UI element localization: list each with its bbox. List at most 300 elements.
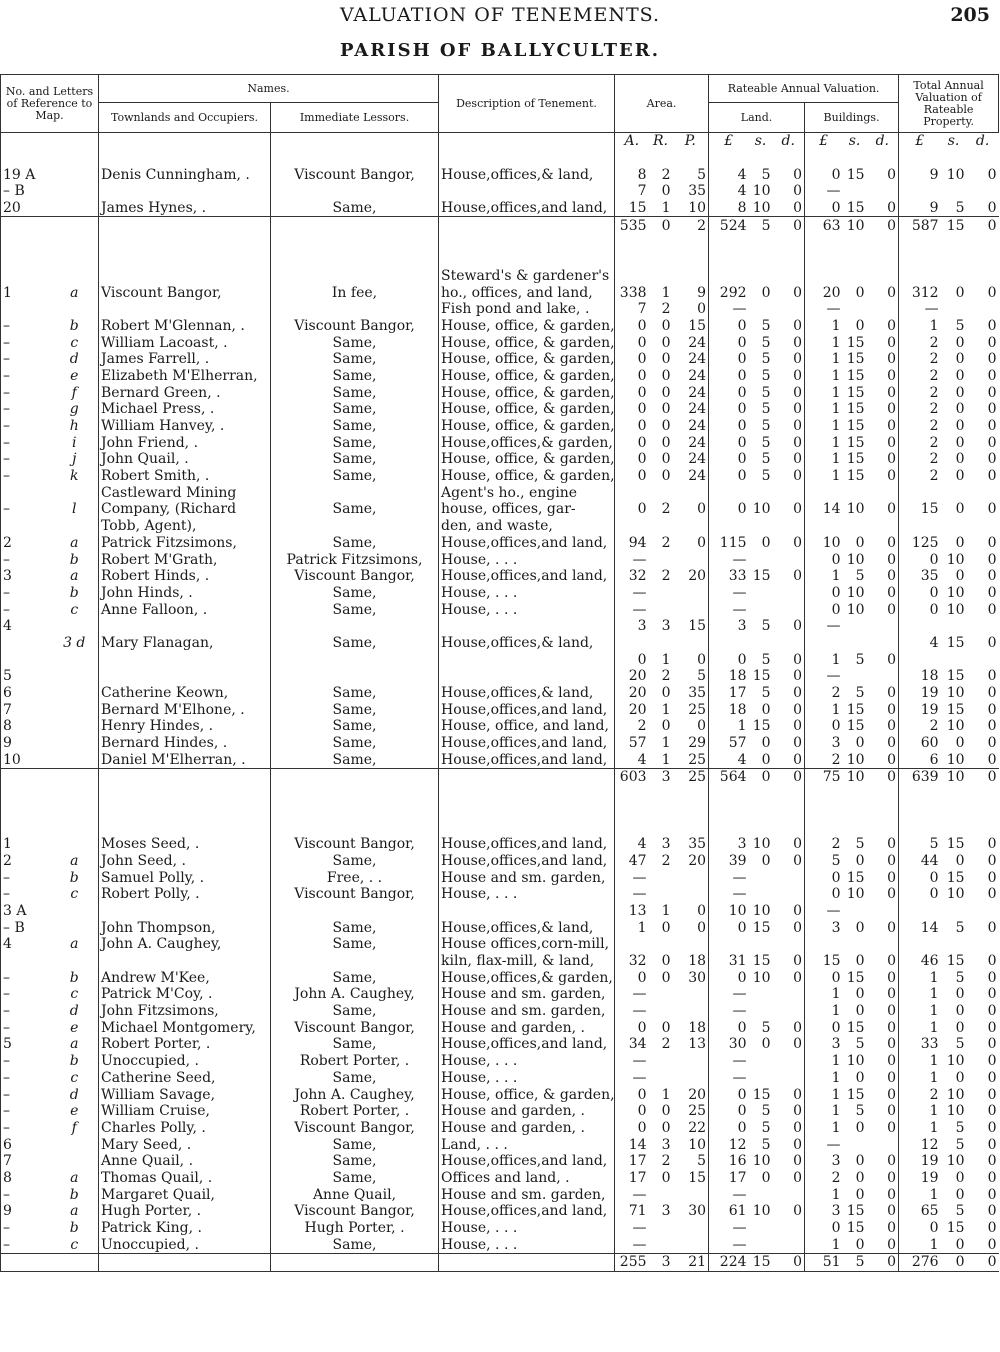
area-cell: 0 <box>661 367 671 384</box>
immediate-lessor: Same, <box>271 1070 439 1087</box>
land-value-cell: 39 <box>709 853 749 870</box>
total-label <box>439 769 615 786</box>
total-value-cell <box>899 618 941 635</box>
map-ref-number: – <box>1 384 51 401</box>
col-lessors: Immediate Lessors. <box>271 103 439 133</box>
unit-label: s. <box>754 133 767 150</box>
buildings-value-cell <box>805 268 843 285</box>
map-ref-letter: f <box>71 384 77 401</box>
immediate-lessor: Same, <box>271 200 439 217</box>
tenement-row <box>1 166 999 183</box>
empty-cell <box>51 786 99 803</box>
area-cell: 0 <box>661 183 671 200</box>
tenement-row <box>1 1203 999 1220</box>
empty-cell <box>749 803 773 820</box>
map-ref-letter: 3 d <box>63 634 86 651</box>
land-value-cell: 8 <box>709 200 749 217</box>
buildings-value-cell: 0 <box>867 836 899 853</box>
empty-cell <box>649 150 673 167</box>
unit-label: d. <box>867 133 899 150</box>
empty-cell <box>843 803 867 820</box>
unit-label: £ <box>899 133 941 150</box>
buildings-value-cell: 3 <box>805 1036 843 1053</box>
area-cell: 0 <box>649 217 673 234</box>
empty-cell <box>709 819 749 836</box>
tenement-row <box>1 1236 999 1253</box>
col-names: Names. <box>99 75 439 103</box>
immediate-lessor: Same, <box>271 936 439 953</box>
area-cell: 0 <box>661 1019 671 1036</box>
buildings-value-cell: 0 <box>855 1069 865 1086</box>
buildings-value-cell: 0 <box>855 534 865 551</box>
occupier-name: Daniel M'Elherran, . <box>99 751 271 768</box>
occupier-name: Denis Cunningham, . <box>99 166 271 183</box>
land-value-cell: 4 <box>709 183 749 200</box>
area-cell <box>673 484 709 501</box>
area-cell: 94 <box>615 535 649 552</box>
immediate-lessor: Same, <box>271 434 439 451</box>
area-cell: 3 <box>649 1254 673 1272</box>
empty-cell <box>1 150 51 167</box>
area-cell: 21 <box>673 1254 709 1272</box>
land-value-cell: 0 <box>793 568 803 585</box>
total-value-cell: 0 <box>955 501 965 518</box>
buildings-value-cell: 0 <box>867 1236 899 1253</box>
land-value-cell: 0 <box>793 1153 803 1170</box>
total-value-cell <box>967 183 999 200</box>
buildings-value-cell <box>843 518 867 535</box>
area-cell: 5 <box>673 1153 709 1170</box>
total-value-cell: 5 <box>955 1203 965 1220</box>
land-value-cell <box>749 1186 773 1203</box>
area-cell: 3 <box>649 769 673 786</box>
total-value-cell <box>899 484 941 501</box>
immediate-lessor: Same, <box>271 1153 439 1170</box>
area-cell: 2 <box>661 568 671 585</box>
land-value-cell: 0 <box>793 317 803 334</box>
map-ref-number: – <box>1 886 51 903</box>
total-value-cell <box>899 903 941 920</box>
total-value-cell: 10 <box>946 886 965 903</box>
immediate-lessor: Same, <box>271 701 439 718</box>
total-value-cell: 639 <box>899 769 941 786</box>
land-value-cell: 10 <box>752 1203 771 1220</box>
tenement-row <box>1 183 999 200</box>
map-ref-letter: a <box>70 852 79 869</box>
map-ref-letter: a <box>70 1169 79 1186</box>
land-value-cell <box>773 635 805 652</box>
immediate-lessor: Viscount Bangor, <box>271 836 439 853</box>
empty-cell <box>649 234 673 251</box>
buildings-value-cell: 0 <box>867 1186 899 1203</box>
total-value-cell: 2 <box>899 1086 941 1103</box>
total-value-cell: 2 <box>899 401 941 418</box>
empty-cell <box>1 251 51 268</box>
land-value-cell: 10 <box>752 200 771 217</box>
buildings-value-cell: 0 <box>855 986 865 1003</box>
section-name <box>99 819 271 836</box>
total-value-cell: 0 <box>955 1236 965 1253</box>
empty-cell <box>51 234 99 251</box>
total-value-cell: 0 <box>987 384 997 401</box>
total-value-cell: 0 <box>987 836 997 853</box>
land-value-cell: 0 <box>793 334 803 351</box>
area-cell: — <box>615 585 649 602</box>
total-value-cell: 10 <box>946 601 965 618</box>
empty-cell <box>673 786 709 803</box>
tenement-description: kiln, flax-mill, & land, <box>439 953 615 970</box>
total-value-cell <box>899 183 941 200</box>
area-cell: 30 <box>673 1203 709 1220</box>
total-value-cell: 19 <box>899 1170 941 1187</box>
buildings-value-cell: 0 <box>867 1086 899 1103</box>
immediate-lessor <box>271 518 439 535</box>
occupier-name: Bernard M'Elhone, . <box>99 701 271 718</box>
tenement-row <box>1 1136 999 1153</box>
land-value-cell <box>773 601 805 618</box>
buildings-value-cell <box>867 635 899 652</box>
total-value-cell: 2 <box>899 334 941 351</box>
total-value-cell: 0 <box>955 418 965 435</box>
buildings-value-cell: 1 <box>805 318 843 335</box>
land-value-cell: 564 <box>709 769 749 786</box>
land-value-cell: 1 <box>709 718 749 735</box>
occupier-name: John Thompson, <box>99 919 271 936</box>
area-cell: 5 <box>673 668 709 685</box>
map-ref-number: – <box>1 334 51 351</box>
tenement-description <box>439 618 615 635</box>
area-cell: 0 <box>661 718 671 735</box>
land-value-cell: 10 <box>709 903 749 920</box>
buildings-value-cell: 15 <box>846 401 865 418</box>
total-value-cell: 0 <box>987 568 997 585</box>
buildings-value-cell: 0 <box>867 1019 899 1036</box>
area-cell: 2 <box>661 668 671 685</box>
area-cell: 0 <box>673 501 709 518</box>
map-ref-number: – B <box>1 183 51 200</box>
map-ref-letter: j <box>72 451 77 468</box>
total-value-cell: 0 <box>987 668 997 685</box>
land-value-cell: 10 <box>752 183 771 200</box>
map-ref-letter: a <box>70 534 79 551</box>
area-cell: 1 <box>661 651 671 668</box>
occupier-name: Catherine Keown, <box>99 685 271 702</box>
area-cell: — <box>615 1186 649 1203</box>
total-value-cell: 1 <box>899 1236 941 1253</box>
section-subheading-row <box>1 251 999 268</box>
tenement-description: House,offices,& land, <box>439 166 615 183</box>
land-value-cell: 0 <box>709 384 749 401</box>
buildings-value-cell: 0 <box>855 1153 865 1170</box>
area-cell: 0 <box>615 651 649 668</box>
area-cell: 7 <box>615 183 649 200</box>
land-value-cell <box>773 518 805 535</box>
total-value-cell: 0 <box>987 1236 997 1253</box>
empty-cell <box>843 786 867 803</box>
empty-cell <box>439 251 615 268</box>
unit-label: £ <box>709 133 749 150</box>
land-value-cell <box>773 1003 805 1020</box>
tenement-row <box>1 368 999 385</box>
empty-cell <box>941 786 967 803</box>
immediate-lessor <box>271 903 439 920</box>
land-value-cell: 18 <box>709 701 749 718</box>
area-cell: 4 <box>615 836 649 853</box>
tenement-description: House,offices,and land, <box>439 853 615 870</box>
empty-cell <box>673 234 709 251</box>
area-cell: 15 <box>673 618 709 635</box>
tenement-row <box>1 936 999 953</box>
buildings-value-cell: 1 <box>805 986 843 1003</box>
valuation-rows <box>1 133 999 1272</box>
buildings-value-cell: — <box>805 1136 843 1153</box>
area-cell: — <box>615 986 649 1003</box>
buildings-value-cell: 0 <box>867 919 899 936</box>
map-ref-number: 6 <box>1 1136 51 1153</box>
area-cell: 57 <box>615 735 649 752</box>
empty-cell <box>773 786 805 803</box>
buildings-value-cell: 0 <box>867 1120 899 1137</box>
empty-cell <box>271 769 439 786</box>
immediate-lessor: Same, <box>271 351 439 368</box>
total-value-cell <box>941 183 967 200</box>
buildings-value-cell <box>867 484 899 501</box>
tenement-description: den, and waste, <box>439 518 615 535</box>
total-value-cell <box>941 903 967 920</box>
buildings-value-cell: 0 <box>867 601 899 618</box>
tenement-row <box>1 284 999 301</box>
area-cell <box>673 1186 709 1203</box>
area-cell: 17 <box>615 1170 649 1187</box>
immediate-lessor: Viscount Bangor, <box>271 1019 439 1036</box>
total-value-cell: 0 <box>987 1103 997 1120</box>
area-cell: 17 <box>615 1153 649 1170</box>
section-name <box>99 133 271 150</box>
land-value-cell: 0 <box>709 1019 749 1036</box>
buildings-value-cell: — <box>805 668 843 685</box>
buildings-value-cell: 0 <box>867 451 899 468</box>
empty-cell <box>1 803 51 820</box>
empty-cell <box>843 251 867 268</box>
total-value-cell: 0 <box>987 1036 997 1053</box>
total-value-cell: 15 <box>899 501 941 518</box>
occupier-name: Company, (Richard <box>99 501 271 518</box>
immediate-lessor: Same, <box>271 635 439 652</box>
immediate-lessor: Same, <box>271 535 439 552</box>
total-value-cell: 15 <box>946 1220 965 1237</box>
area-cell: 0 <box>615 334 649 351</box>
buildings-value-cell <box>843 668 867 685</box>
map-ref-number <box>1 301 51 318</box>
map-ref-number: 5 <box>1 1036 51 1053</box>
land-value-cell: 5 <box>761 618 771 635</box>
total-value-cell: 0 <box>955 852 965 869</box>
total-value-cell: 0 <box>899 886 941 903</box>
land-value-cell <box>773 1220 805 1237</box>
map-ref-number <box>1 484 51 501</box>
empty-cell <box>805 251 843 268</box>
tenement-description: House, office, & garden, <box>439 384 615 401</box>
total-row <box>1 769 999 786</box>
total-value-cell: 0 <box>967 1254 999 1272</box>
total-value-cell: 1 <box>899 318 941 335</box>
land-value-cell: 0 <box>773 217 805 234</box>
land-value-cell: 17 <box>709 1170 749 1187</box>
land-value-cell: 10 <box>752 969 771 986</box>
buildings-value-cell: 10 <box>846 501 865 518</box>
total-value-cell: 2 <box>899 434 941 451</box>
area-cell: 0 <box>661 334 671 351</box>
occupier-name: James Farrell, . <box>99 351 271 368</box>
land-value-cell: 0 <box>709 969 749 986</box>
total-value-cell: 2 <box>899 368 941 385</box>
buildings-value-cell: 0 <box>805 1019 843 1036</box>
buildings-value-cell: 1 <box>805 384 843 401</box>
total-value-cell: 0 <box>987 986 997 1003</box>
total-value-cell: 10 <box>946 751 965 768</box>
tenement-description: House, . . . <box>439 1220 615 1237</box>
buildings-value-cell: 0 <box>867 1153 899 1170</box>
empty-cell <box>967 234 999 251</box>
immediate-lessor <box>271 953 439 970</box>
buildings-value-cell <box>843 484 867 501</box>
immediate-lessor: Same, <box>271 751 439 768</box>
tenement-description: House,offices,and land, <box>439 836 615 853</box>
area-cell: 0 <box>661 317 671 334</box>
land-value-cell: — <box>709 585 749 602</box>
tenement-description: House,offices,and land, <box>439 200 615 217</box>
area-cell <box>673 1053 709 1070</box>
area-cell: 2 <box>661 1153 671 1170</box>
buildings-value-cell: 5 <box>855 651 865 668</box>
empty-cell <box>439 803 615 820</box>
area-cell: 0 <box>673 718 709 735</box>
tenement-description: House, . . . <box>439 886 615 903</box>
empty-cell <box>805 803 843 820</box>
land-value-cell: 0 <box>793 1103 803 1120</box>
section-heading-row <box>1 234 999 251</box>
land-value-cell: 3 <box>709 836 749 853</box>
buildings-value-cell: 0 <box>855 1236 865 1253</box>
land-value-cell: — <box>709 1236 749 1253</box>
land-value-cell: 0 <box>793 418 803 435</box>
total-value-cell: 0 <box>955 1003 965 1020</box>
land-value-cell: 0 <box>709 451 749 468</box>
empty-cell <box>439 150 615 167</box>
buildings-value-cell: 0 <box>867 701 899 718</box>
buildings-value-cell: 15 <box>846 869 865 886</box>
buildings-value-cell <box>805 484 843 501</box>
total-value-cell: 33 <box>899 1036 941 1053</box>
area-cell: 13 <box>673 1036 709 1053</box>
immediate-lessor: Same, <box>271 1236 439 1253</box>
empty-cell <box>941 251 967 268</box>
empty-cell <box>749 150 773 167</box>
land-value-cell: 0 <box>793 1036 803 1053</box>
map-ref-number: 7 <box>1 1153 51 1170</box>
land-value-cell: 0 <box>793 183 803 200</box>
tenement-row <box>1 601 999 618</box>
buildings-value-cell: 3 <box>805 735 843 752</box>
immediate-lessor: Viscount Bangor, <box>271 1120 439 1137</box>
total-value-cell: 0 <box>955 534 965 551</box>
empty-cell <box>1 769 51 786</box>
buildings-value-cell: 1 <box>805 1236 843 1253</box>
buildings-value-cell <box>805 518 843 535</box>
total-value-cell <box>941 936 967 953</box>
total-value-cell: 2 <box>899 718 941 735</box>
buildings-value-cell: 15 <box>846 701 865 718</box>
tenement-row <box>1 351 999 368</box>
tenement-row <box>1 535 999 552</box>
total-value-cell: 0 <box>987 1153 997 1170</box>
spacer-row <box>1 150 999 167</box>
section-name <box>99 251 271 268</box>
total-value-cell: 0 <box>955 434 965 451</box>
empty-cell <box>749 786 773 803</box>
total-value-cell <box>967 651 999 668</box>
land-value-cell: 33 <box>709 568 749 585</box>
area-cell: 24 <box>673 334 709 351</box>
buildings-value-cell: 0 <box>805 166 843 183</box>
tenement-description: House, office, and land, <box>439 718 615 735</box>
tenement-description: Land, . . . <box>439 1136 615 1153</box>
land-value-cell: 15 <box>752 668 771 685</box>
total-value-cell: 0 <box>955 334 965 351</box>
land-value-cell: 0 <box>761 751 771 768</box>
immediate-lessor: Same, <box>271 468 439 485</box>
occupier-name: Robert M'Grath, <box>99 551 271 568</box>
buildings-value-cell: 0 <box>867 1203 899 1220</box>
area-cell <box>615 936 649 953</box>
buildings-value-cell: 0 <box>867 1254 899 1272</box>
total-value-cell: 0 <box>987 751 997 768</box>
buildings-value-cell: 0 <box>855 317 865 334</box>
land-value-cell: 10 <box>752 1153 771 1170</box>
immediate-lessor: Viscount Bangor, <box>271 1203 439 1220</box>
map-ref-letter: d <box>69 1003 79 1020</box>
area-cell: 24 <box>673 368 709 385</box>
buildings-value-cell <box>867 518 899 535</box>
occupier-name: Patrick Fitzsimons, <box>99 535 271 552</box>
tenement-description: House and garden, . <box>439 1103 615 1120</box>
tenement-description: House, . . . <box>439 1236 615 1253</box>
occupier-name: Tobb, Agent), <box>99 518 271 535</box>
map-ref-letter: e <box>70 367 79 384</box>
land-value-cell: 5 <box>761 651 771 668</box>
land-value-cell: 0 <box>793 735 803 752</box>
map-ref-letter: i <box>72 434 77 451</box>
section-name <box>99 234 271 251</box>
land-value-cell: 3 <box>709 618 749 635</box>
buildings-value-cell: 0 <box>867 401 899 418</box>
immediate-lessor: Robert Porter, . <box>271 1053 439 1070</box>
tenement-row <box>1 685 999 702</box>
total-value-cell <box>941 268 967 285</box>
area-cell: 20 <box>673 568 709 585</box>
land-value-cell: 0 <box>793 434 803 451</box>
buildings-value-cell: 5 <box>843 1254 867 1272</box>
unit-label: s. <box>947 133 960 150</box>
occupier-name: Robert M'Glennan, . <box>99 318 271 335</box>
occupier-name: Charles Polly, . <box>99 1120 271 1137</box>
land-value-cell: 10 <box>752 836 771 853</box>
buildings-value-cell: 1 <box>805 401 843 418</box>
buildings-value-cell: 0 <box>867 351 899 368</box>
empty-cell <box>1 133 51 150</box>
buildings-value-cell: 1 <box>805 368 843 385</box>
unit-label: d. <box>781 133 795 150</box>
